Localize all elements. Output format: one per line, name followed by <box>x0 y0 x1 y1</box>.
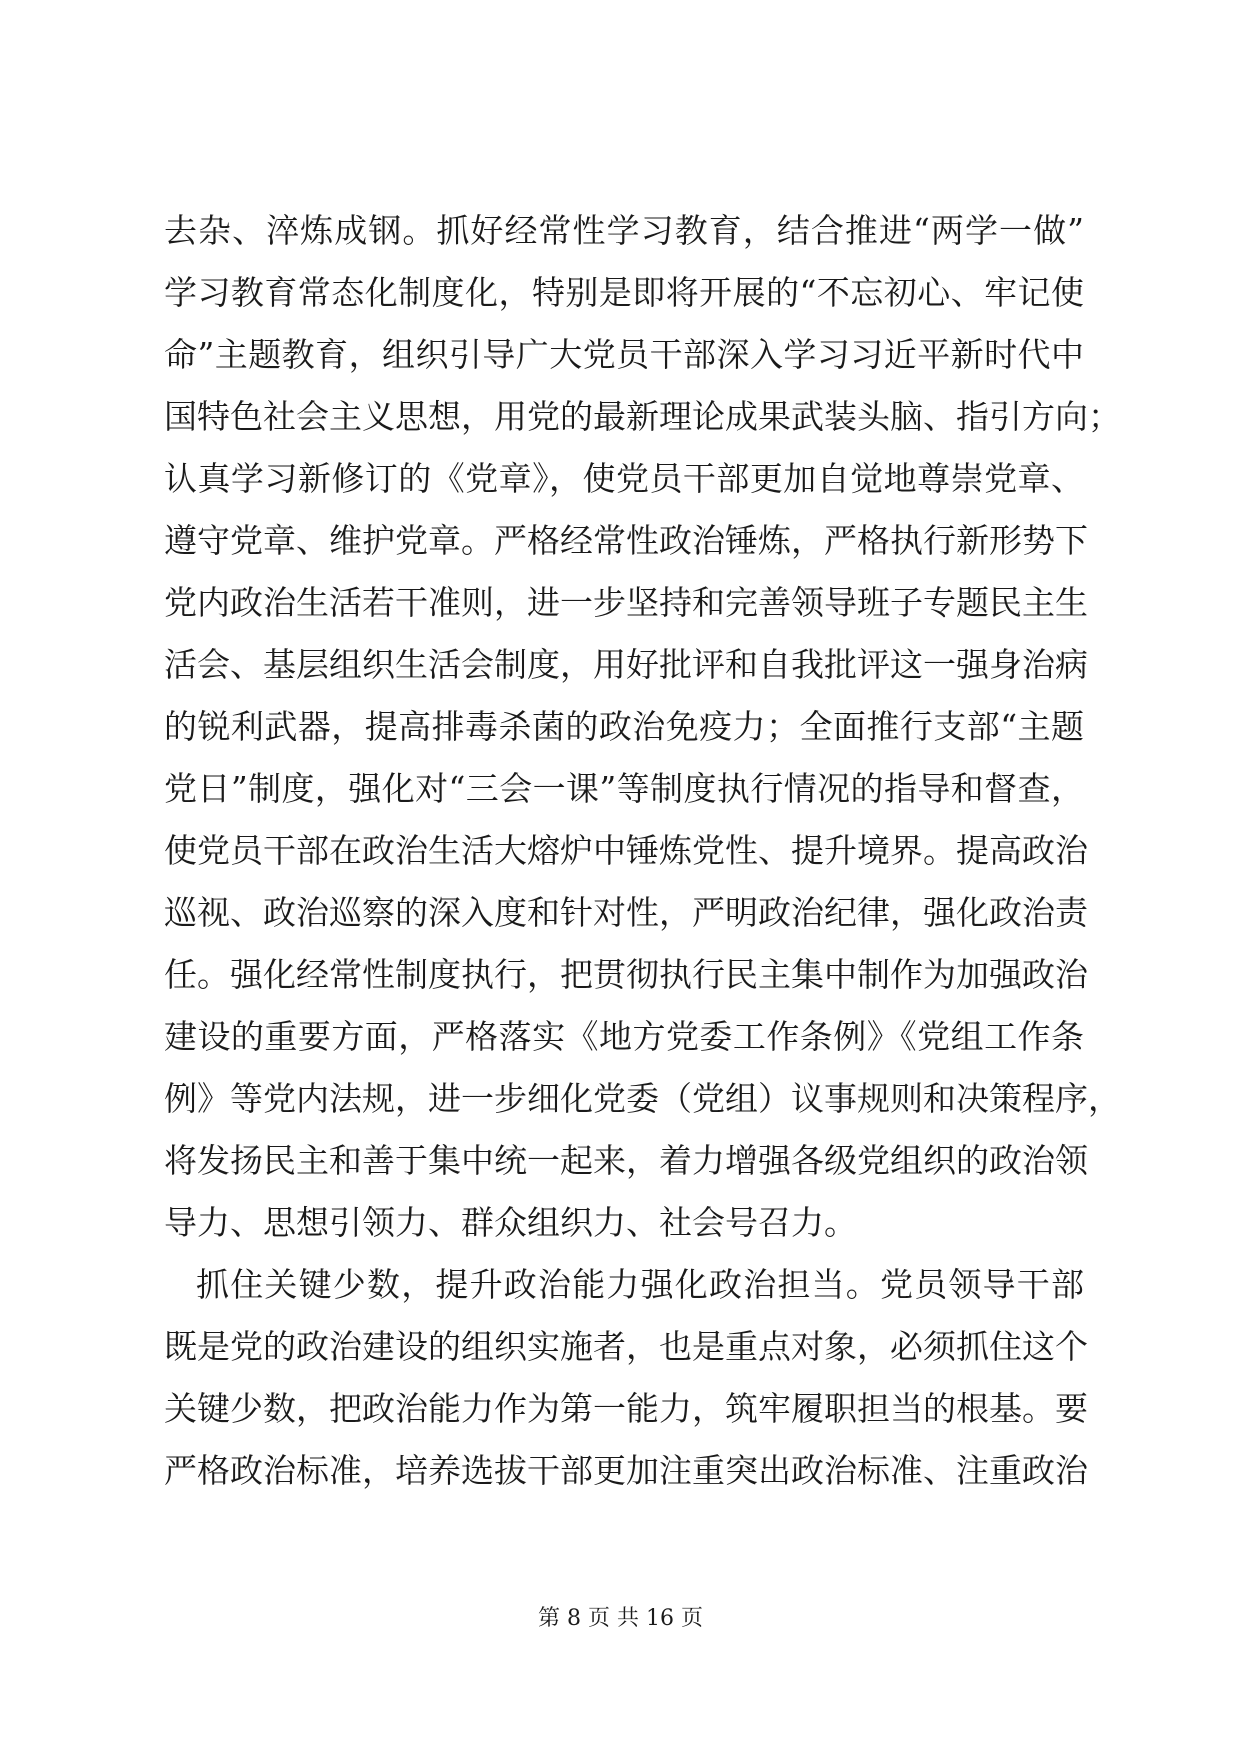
text-line: 例》等党内法规，进一步细化党委（党组）议事规则和决策程序， <box>164 1079 1121 1118</box>
text-line: 的锐利武器，提高排毒杀菌的政治免疫力；全面推行支部“主题 <box>164 707 1084 746</box>
text-line: 学习教育常态化制度化，特别是即将开展的“不忘初心、牢记使 <box>164 273 1084 312</box>
text-line: 将发扬民主和善于集中统一起来，着力增强各级党组织的政治领 <box>164 1141 1088 1180</box>
paragraph-start-line: 抓住关键少数，提升政治能力强化政治担当。党员领导干部 <box>196 1265 1084 1304</box>
text-line: 使党员干部在政治生活大熔炉中锤炼党性、提升境界。提高政治 <box>164 831 1088 870</box>
text-line: 导力、思想引领力、群众组织力、社会号召力。 <box>164 1203 857 1242</box>
text-line: 遵守党章、维护党章。严格经常性政治锤炼，严格执行新形势下 <box>164 521 1088 560</box>
text-line: 既是党的政治建设的组织实施者，也是重点对象，必须抓住这个 <box>164 1327 1088 1366</box>
text-line: 巡视、政治巡察的深入度和针对性，严明政治纪律，强化政治责 <box>164 893 1088 932</box>
text-line: 认真学习新修订的《党章》，使党员干部更加自觉地尊崇党章、 <box>164 459 1084 498</box>
text-line: 党内政治生活若干准则，进一步坚持和完善领导班子专题民主生 <box>164 583 1088 622</box>
body-text <box>164 200 1121 1502</box>
page-footer: 第 8 页 共 16 页 <box>538 1606 703 1631</box>
text-line: 国特色社会主义思想，用党的最新理论成果武装头脑、指引方向； <box>164 397 1121 436</box>
text-line: 任。强化经常性制度执行，把贯彻执行民主集中制作为加强政治 <box>164 955 1088 994</box>
text-line: 建设的重要方面，严格落实《地方党委工作条例》《党组工作条 <box>164 1017 1084 1056</box>
text-line: 去杂、淬炼成钢。抓好经常性学习教育，结合推进“两学一做” <box>164 211 1084 250</box>
text-line: 命”主题教育，组织引导广大党员干部深入学习习近平新时代中 <box>164 335 1084 374</box>
text-line: 关键少数，把政治能力作为第一能力，筑牢履职担当的根基。要 <box>164 1389 1088 1428</box>
text-line: 活会、基层组织生活会制度，用好批评和自我批评这一强身治病 <box>164 645 1088 684</box>
text-line: 严格政治标准，培养选拔干部更加注重突出政治标准、注重政治 <box>164 1451 1088 1490</box>
text-line: 党日”制度，强化对“三会一课”等制度执行情况的指导和督查， <box>164 769 1084 808</box>
